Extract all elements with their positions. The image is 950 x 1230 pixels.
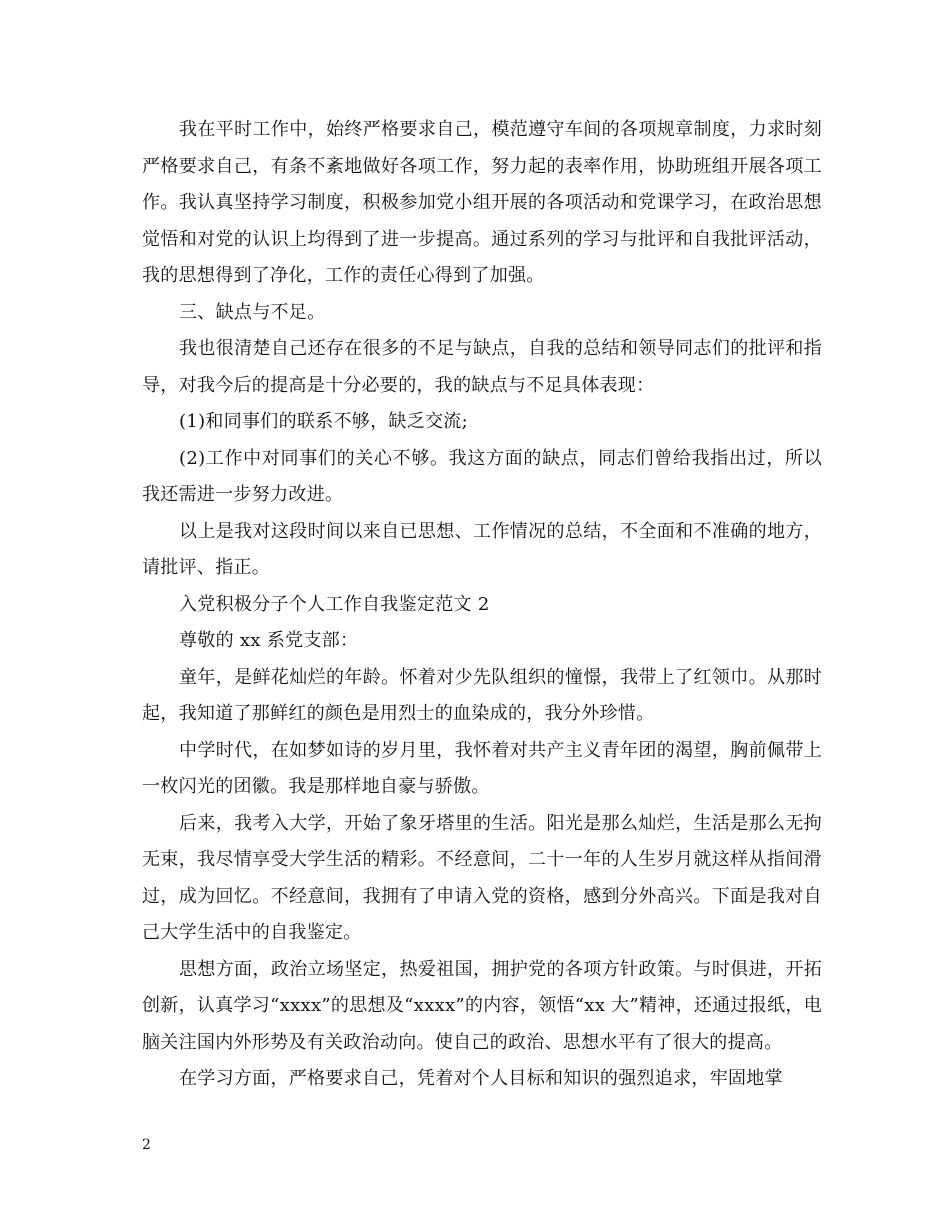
list-item-shortcoming-1: (1)和同事们的联系不够，缺乏交流; xyxy=(179,411,468,432)
document-title-2: 入党积极分子个人工作自我鉴定范文 2 xyxy=(179,593,490,615)
paragraph-middle-school: 中学时代，在如梦如诗的岁月里，我怀着对共产主义青年团的渴望，胸前佩带上一枚闪光的团徽。我是那样地自豪与骄傲。 xyxy=(142,739,822,797)
paragraph-childhood: 童年，是鲜花灿烂的年龄。怀着对少先队组织的憧憬，我带上了红领巾。从那时起，我知道了那鲜红的颜色是用烈士的血染成的，我分外珍惜。 xyxy=(142,666,822,724)
paragraph-ideology: 思想方面，政治立场坚定，热爱祖国，拥护党的各项方针政策。与时俱进，开拓创新，认真学习“xxxx”的思想及“xxxx”的内容，领悟“xx 大”精神，还通过报纸，电脑关注国内外形势及有关政治动向。使自己的政治、思想水平有了很大的提高。 xyxy=(142,958,822,1053)
paragraph-closing: 以上是我对这段时间以来自已思想、工作情况的总结，不全面和不准确的地方，请批评、指正。 xyxy=(142,520,822,578)
paragraph-shortcomings-intro: 我也很清楚自己还存在很多的不足与缺点，自我的总结和领导同志们的批评和指导，对我今后的提高是十分必要的，我的缺点与不足具体表现： xyxy=(142,338,822,396)
page-number: 2 xyxy=(142,1137,151,1153)
paragraph-work-attitude: 我在平时工作中，始终严格要求自己，模范遵守车间的各项规章制度，力求时刻严格要求自己，有条不紊地做好各项工作，努力起的表率作用，协助班组开展各项工作。我认真坚持学习制度，积极参加党小组开展的各项活动和党课学习，在政治思想觉悟和对党的认识上均得到了进一步提高。通过系列的学习与批评和自我批评活动，我的思想得到了净化，工作的责任心得到了加强。 xyxy=(142,119,822,286)
paragraph-study: 在学习方面，严格要求自己，凭着对个人目标和知识的强烈追求，牢固地掌 xyxy=(179,1068,783,1089)
section-heading-shortcomings: 三、缺点与不足。 xyxy=(179,301,326,323)
list-item-shortcoming-2: (2)工作中对同事们的关心不够。我这方面的缺点，同志们曾给我指出过，所以我还需进一步努力改进。 xyxy=(142,447,822,505)
salutation: 尊敬的 xx 系党支部： xyxy=(179,630,359,651)
document-body xyxy=(142,112,822,1098)
paragraph-university: 后来，我考入大学，开始了象牙塔里的生活。阳光是那么灿烂，生活是那么无拘无束，我尽情享受大学生活的精彩。不经意间，二十一年的人生岁月就这样从指间滑过，成为回忆。不经意间，我拥有了申请入党的资格，感到分外高兴。下面是我对自己大学生活中的自我鉴定。 xyxy=(142,812,822,943)
